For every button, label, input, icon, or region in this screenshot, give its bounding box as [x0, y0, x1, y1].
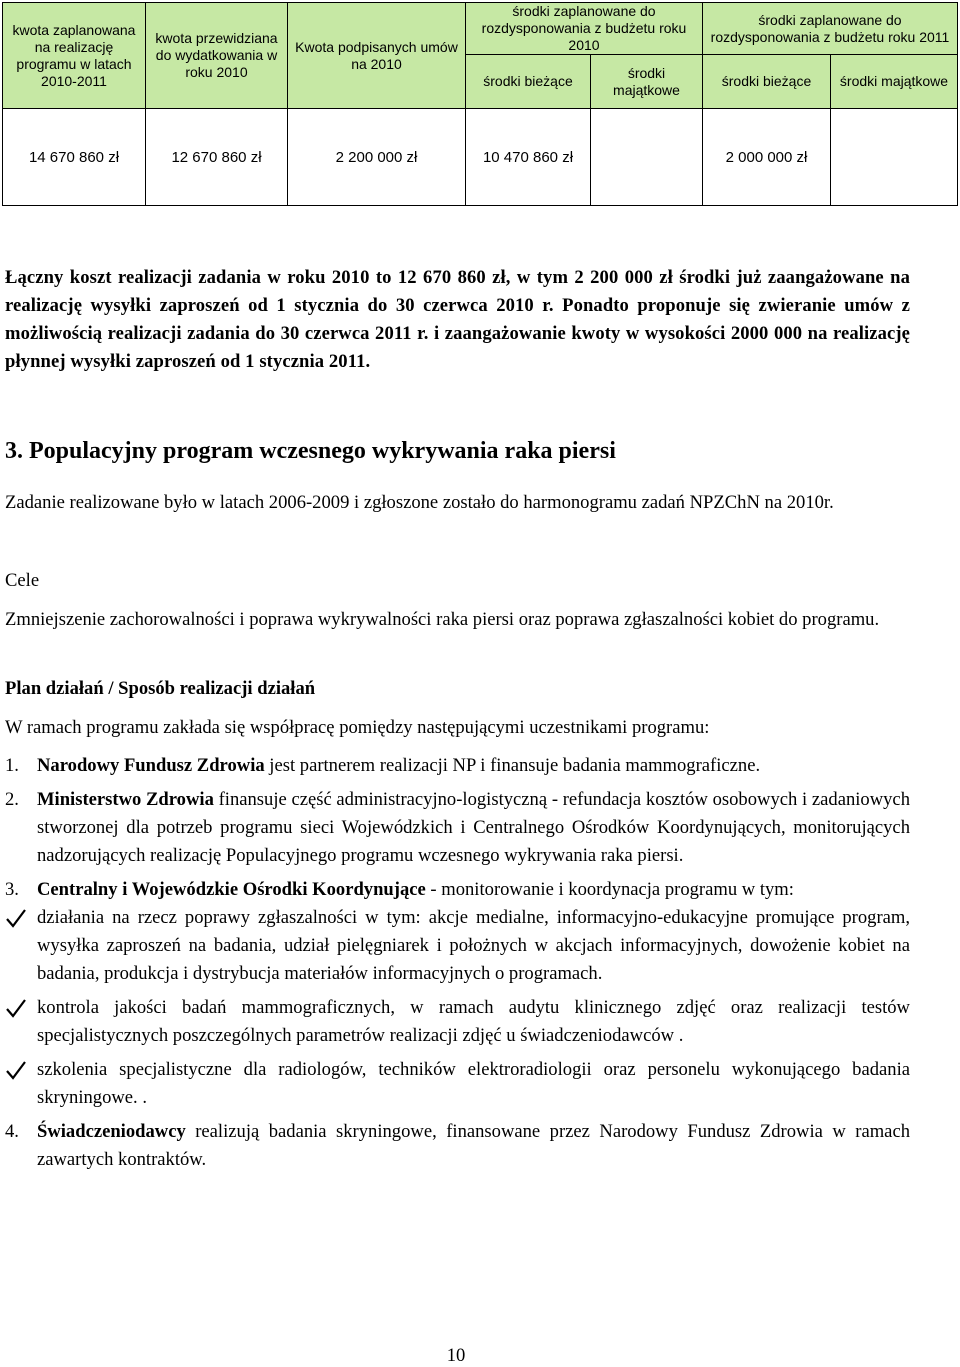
header-capital-2011: środki majątkowe [831, 55, 958, 109]
header-current-2011: środki bieżące [703, 55, 831, 109]
checklist-text: szkolenia specjalistyczne dla radiologów, techników elektroradiologii oraz personelu wykonującego badania skryningowe. . [37, 1059, 910, 1108]
table-header-row [3, 3, 958, 55]
value-current-2011: 2 000 000 zł [703, 109, 831, 206]
list-item [5, 786, 910, 870]
description-paragraph: Zadanie realizowane było w latach 2006-2009 i zgłoszone zostało do harmonogramu zadań NPZChN na 2010r. [5, 492, 834, 513]
header-current-2010: środki bieżące [466, 55, 591, 109]
participant-name: Świadczeniodawcy [37, 1121, 186, 1142]
list-item [5, 752, 910, 780]
header-2010-spending: kwota przewidziana do wydatkowania w roku 2010 [146, 3, 288, 109]
participant-name: Narodowy Fundusz Zdrowia [37, 755, 265, 776]
list-item [5, 876, 910, 1112]
header-total-amount: kwota zaplanowana na realizację programu w latach 2010-2011 [3, 3, 146, 109]
participant-role: realizują badania skryningowe, finansowane przez Narodowy Fundusz Zdrowia w ramach zawartych kontraktów. [37, 1121, 910, 1170]
checkmark-icon [5, 994, 27, 1022]
participant-name: Ministerstwo Zdrowia [37, 789, 214, 810]
list-item [5, 1118, 910, 1174]
participant-name: Centralny i Wojewódzkie Ośrodki Koordynujące [37, 879, 426, 900]
list-number: 4. [5, 1121, 19, 1142]
goals-heading: Cele [5, 570, 40, 591]
table-row [3, 109, 958, 206]
list-number: 3. [5, 879, 19, 900]
header-capital-2010: środki majątkowe [591, 55, 703, 109]
task-checklist [5, 904, 910, 1112]
checklist-text: kontrola jakości badań mammograficznych, w ramach audytu klinicznego zdjęć oraz realizacji testów specjalistycznych poszczególnych parametrów realizacji zdjęć u świadczeniodawców . [37, 997, 910, 1046]
value-2010-spending: 12 670 860 zł [146, 109, 288, 206]
goals-paragraph: Zmniejszenie zachorowalności i poprawa wykrywalności raka piersi oraz poprawa zgłaszalności kobiet do programu. [5, 609, 880, 630]
plan-intro-paragraph: W ramach programu zakłada się współpracę pomiędzy następującymi uczestnikami programu: [5, 717, 710, 738]
checklist-text: działania na rzecz poprawy zgłaszalności w tym: akcje medialne, informacyjno-edukacyjne promujące program, wysyłka zaproszeń na badania, udział pielęgniarek i położnych w akcjach informacyjnych, dowożenie kobiet na badania, produkcja i dystrybucja materiałów informacyjnych o programach. [37, 907, 910, 984]
participant-role: jest partnerem realizacji NP i finansuje badania mammograficzne. [264, 755, 761, 776]
list-number: 1. [5, 755, 19, 776]
value-capital-2010 [591, 109, 703, 206]
checkmark-icon [5, 1056, 27, 1084]
header-budget-2010: środki zaplanowane do rozdysponowania z budżetu roku 2010 [466, 3, 703, 55]
list-number: 2. [5, 789, 19, 810]
checklist-item [5, 904, 910, 988]
participant-role: - monitorowanie i koordynacja programu w tym: [425, 879, 794, 900]
value-total-amount: 14 670 860 zł [3, 109, 146, 206]
checklist-item [5, 1056, 910, 1112]
participant-role: finansuje część administracyjno-logistyczną - refundacja kosztów osobowych i zadaniowych stworzonej dla potrzeb programu sieci Wojewódzkich i Centralnego Ośrodków Koordynujących, monitorujących nadzorujących realizację Populacyjnego programu wczesnego wykrywania raka piersi. [37, 789, 910, 866]
page-number: 10 [446, 1345, 466, 1366]
plan-heading: Plan działań / Sposób realizacji działań [5, 678, 316, 699]
value-signed-contracts: 2 200 000 zł [288, 109, 466, 206]
task-checklist-wrap [5, 904, 910, 1112]
checkmark-icon [5, 904, 27, 932]
intro-paragraph: Łączny koszt realizacji zadania w roku 2010 to 12 670 860 zł, w tym 2 200 000 zł środki już zaangażowane na realizację wysyłki zaproszeń od 1 stycznia do 30 czerwca 2010 r. Ponadto proponuje się zwieranie umów z możliwością realizacji zadania do 30 czerwca 2011 r. i zaangażowanie kwoty w wysokości 2000 000 na realizację płynnej wysyłki zaproszeń od 1 stycznia 2011. [5, 267, 910, 372]
header-budget-2011: środki zaplanowane do rozdysponowania z budżetu roku 2011 [703, 3, 958, 55]
value-capital-2011 [831, 109, 958, 206]
header-signed-contracts: Kwota podpisanych umów na 2010 [288, 3, 466, 109]
section-title: 3. Populacyjny program wczesnego wykrywania raka piersi [5, 438, 616, 464]
participants-list [5, 752, 910, 1180]
budget-table [2, 2, 958, 206]
value-current-2010: 10 470 860 zł [466, 109, 591, 206]
checklist-item [5, 994, 910, 1050]
